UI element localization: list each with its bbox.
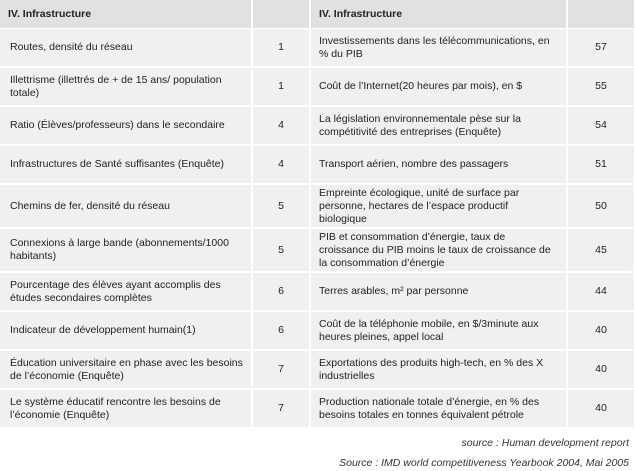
- row-rank: 7: [252, 350, 310, 389]
- table-row: [0, 184, 635, 228]
- row-left-label: Indicateur de développement humain(1): [0, 311, 252, 350]
- row-rank: 6: [252, 272, 310, 311]
- row-right-label: PIB et consommation d’énergie, taux de croissance du PIB moins le taux de croissance de la consommation d’énergie: [310, 228, 567, 272]
- row-rank: 1: [252, 67, 310, 106]
- row-value: 40: [567, 389, 635, 428]
- row-left-label: Chemins de fer, densité du réseau: [0, 184, 252, 228]
- row-value: 54: [567, 106, 635, 145]
- table-row: [0, 389, 635, 428]
- row-right-label: La législation environnementale pèse sur la compétitivité des entreprises (Enquête): [310, 106, 567, 145]
- table-row: [0, 145, 635, 184]
- row-left-label: Infrastructures de Santé suffisantes (Enquête): [0, 145, 252, 184]
- table-row: [0, 228, 635, 272]
- table-row: [0, 272, 635, 311]
- row-right-label: Coût de l’Internet(20 heures par mois), en $: [310, 67, 567, 106]
- row-left-label: Pourcentage des élèves ayant accomplis des études secondaires complètes: [0, 272, 252, 311]
- table-header-row: [0, 0, 635, 29]
- table-row: [0, 29, 635, 68]
- row-value: 51: [567, 145, 635, 184]
- row-left-label: Routes, densité du réseau: [0, 29, 252, 68]
- row-value: 55: [567, 67, 635, 106]
- table-row: [0, 67, 635, 106]
- row-right-label: Investissements dans les télécommunications, en % du PIB: [310, 29, 567, 68]
- header-right-title: IV. Infrastructure: [310, 0, 567, 29]
- row-right-label: Production nationale totale d’énergie, en % des besoins totales en tonnes équivalent pétrole: [310, 389, 567, 428]
- row-left-label: Le système éducatif rencontre les besoins de l’économie (Enquête): [0, 389, 252, 428]
- row-left-label: Connexions à large bande (abonnements/1000 habitants): [0, 228, 252, 272]
- row-right-label: Empreinte écologique, unité de surface par personne, hectares de l’espace productif biologique: [310, 184, 567, 228]
- row-value: 45: [567, 228, 635, 272]
- source-note-human-development: source : Human development report: [461, 437, 629, 449]
- table-row: [0, 106, 635, 145]
- row-value: 57: [567, 29, 635, 68]
- row-rank: 1: [252, 29, 310, 68]
- row-value: 50: [567, 184, 635, 228]
- table-row: [0, 350, 635, 389]
- row-rank: 5: [252, 184, 310, 228]
- row-rank: 5: [252, 228, 310, 272]
- row-right-label: Exportations des produits high-tech, en % des X industrielles: [310, 350, 567, 389]
- row-value: 40: [567, 350, 635, 389]
- header-value-blank: [567, 0, 635, 29]
- row-value: 40: [567, 311, 635, 350]
- table-row: [0, 311, 635, 350]
- header-left-title: IV. Infrastructure: [0, 0, 252, 29]
- row-right-label: Coût de la téléphonie mobile, en $/3minute aux heures pleines, appel local: [310, 311, 567, 350]
- row-rank: 7: [252, 389, 310, 428]
- row-rank: 6: [252, 311, 310, 350]
- header-rank-blank: [252, 0, 310, 29]
- row-rank: 4: [252, 145, 310, 184]
- row-right-label: Transport aérien, nombre des passagers: [310, 145, 567, 184]
- row-value: 44: [567, 272, 635, 311]
- source-note-imd: Source : IMD world competitiveness Yearbook 2004, Mai 2005: [339, 457, 629, 469]
- row-left-label: Illettrisme (illettrés de + de 15 ans/ population totale): [0, 67, 252, 106]
- row-right-label: Terres arables, m² par personne: [310, 272, 567, 311]
- row-left-label: Ratio (Élèves/professeurs) dans le secondaire: [0, 106, 252, 145]
- row-rank: 4: [252, 106, 310, 145]
- row-left-label: Éducation universitaire en phase avec les besoins de l’économie (Enquête): [0, 350, 252, 389]
